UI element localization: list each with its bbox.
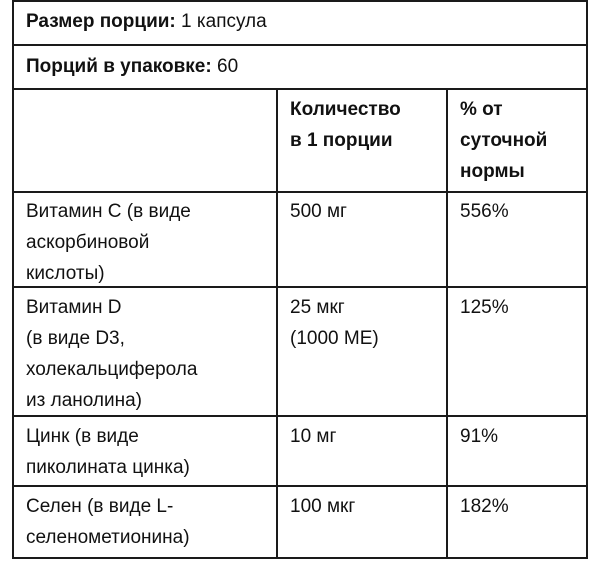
nutrient-amount: 25 мкг (1000 МЕ) [290,297,379,349]
nutrient-amount: 100 мкг [290,496,356,517]
nutrient-daily-value: 125% [460,297,509,318]
column-divider [276,88,278,559]
row-divider [12,88,588,90]
row-divider [12,191,588,193]
table-border-top [12,0,588,2]
column-divider [446,88,448,559]
nutrient-name: Селен (в виде L- селенометионина) [26,496,190,548]
servings-per-container [26,51,238,82]
servings-per-container-value: 60 [217,56,239,77]
table-border-bottom [12,557,588,559]
serving-size [26,6,267,37]
column-header-amount: Количество в 1 порции [290,99,401,151]
nutrient-name: Цинк (в виде пиколината цинка) [26,426,190,478]
nutrient-daily-value: 556% [460,201,509,222]
row-divider [12,485,588,487]
row-divider [12,44,588,46]
nutrient-name: Витамин C (в виде аскорбиновой кислоты) [26,201,191,284]
nutrient-name: Витамин D (в виде D3, холекальциферола из ланолина) [26,297,198,411]
nutrient-daily-value: 182% [460,496,509,517]
nutrient-daily-value: 91% [460,426,499,447]
nutrient-amount: 10 мг [290,426,337,447]
column-header-daily-value: % от суточной нормы [460,99,548,182]
serving-size-label: Размер порции: [26,11,176,32]
servings-per-container-label: Порций в упаковке: [26,56,212,77]
serving-size-value: 1 капсула [181,11,267,32]
table-border-left [12,0,14,559]
nutrient-amount: 500 мг [290,201,347,222]
table-border-right [586,0,588,559]
